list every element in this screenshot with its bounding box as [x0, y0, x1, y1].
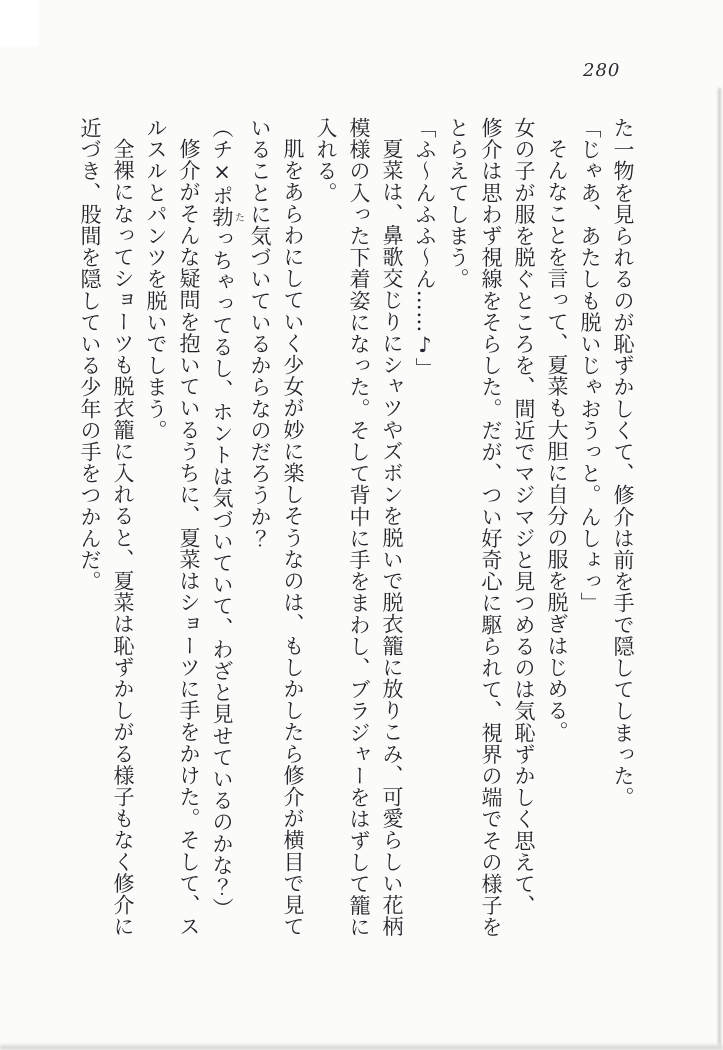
text-segment: っちゃってるし、ホントは気づいていて、わざと見せているのかな？）: [210, 228, 234, 920]
text-line: 夏菜は、鼻歌交じりにシャツやズボンを脱いで脱衣籠に放りこみ、可愛らしい花柄: [380, 138, 404, 938]
text-line: 修介がそんな疑問を抱いているうちに、夏菜はショーツに手をかけた。そして、ス: [177, 138, 201, 938]
ruby-furigana: た: [232, 206, 244, 228]
scan-corner-glare: [0, 0, 38, 46]
text-line: た一物を見られるのが恥ずかしくて、修介は前を手で隠してしまった。: [611, 117, 635, 809]
ruby-annotated-char: [210, 206, 244, 229]
text-line: いることに気づいているからなのだろうか？: [248, 117, 272, 549]
ruby-base: 勃: [210, 206, 234, 229]
text-line: 修介は思わず視線をそらした。だが、つい好奇心に駆られて、視界の端でその様子を: [479, 117, 503, 938]
text-segment: （チ×ポ: [210, 117, 234, 207]
text-line: ルスルとパンツを脱いでしまう。: [144, 117, 168, 441]
vertical-text-block: [73, 117, 639, 943]
scan-page-right-edge: [718, 88, 721, 1045]
text-line: 近づき、股間を隠している少年の手をつかんだ。: [78, 117, 102, 593]
text-line: 入れる。: [314, 117, 338, 204]
page-number: 280: [583, 60, 621, 81]
text-line: そんなことを言って、夏菜も大胆に自分の服を脱ぎはじめる。: [545, 138, 569, 743]
text-line: 全裸になってショーツも脱衣籠に入れると、夏菜は恥ずかしがる様子もなく修介に: [111, 138, 135, 938]
text-line: とらえてしまう。: [446, 117, 470, 290]
scan-page-bottom-edge: [0, 1045, 723, 1050]
text-line: 模様の入った下着姿になった。そして背中に手をまわし、ブラジャーをはずして籠に: [347, 117, 371, 938]
text-line-with-ruby: [205, 117, 243, 943]
text-line: 肌をあらわにしていく少女が妙に楽しそうなのは、もしかしたら修介が横目で見て: [281, 138, 305, 938]
text-line: 「ふ～んふふ～ん……♪」: [413, 117, 437, 380]
text-line: 「じゃあ、あたしも脱いじゃおうっと。んしょっ」: [578, 117, 602, 614]
text-line: 女の子が服を脱ぐところを、間近でマジマジと見つめるのは気恥ずかしく思えて、: [512, 117, 536, 917]
